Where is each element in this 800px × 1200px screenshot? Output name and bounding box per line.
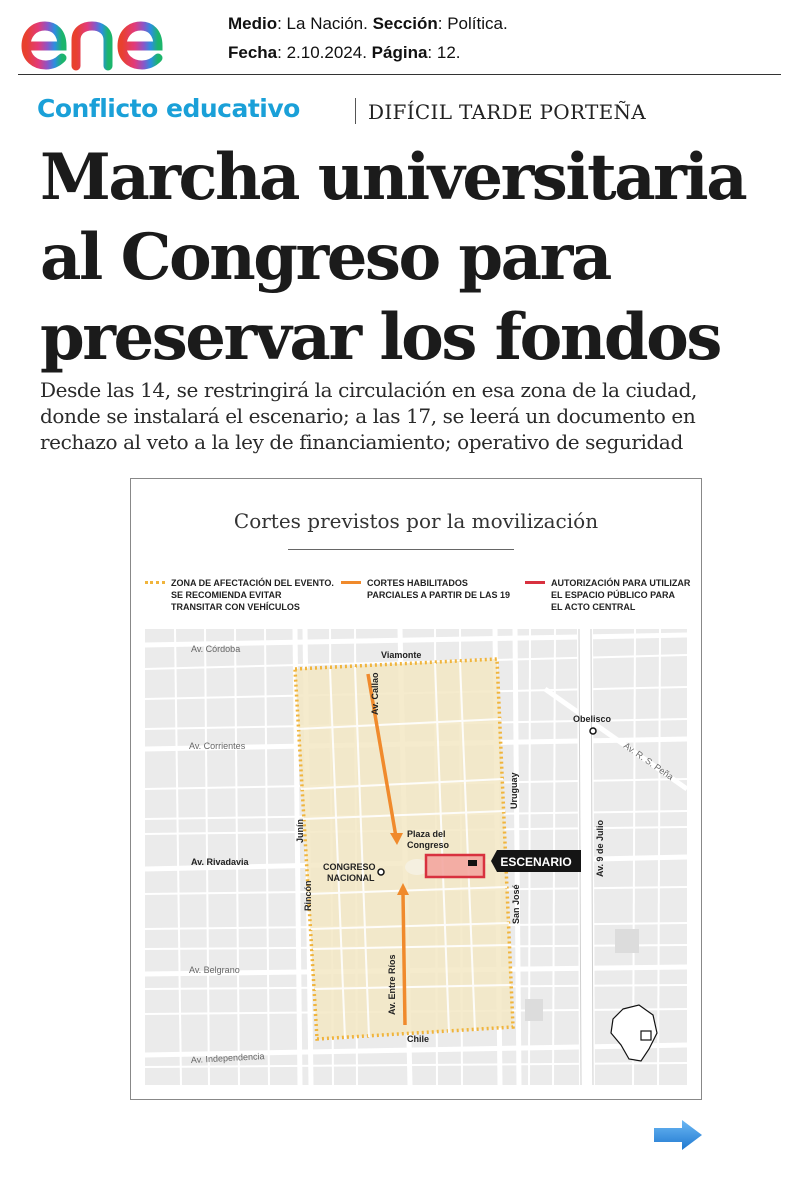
street-label-chile: Chile	[407, 1034, 430, 1044]
fecha-line	[228, 43, 461, 63]
obelisco-marker	[590, 728, 596, 734]
street-map	[145, 629, 687, 1085]
place-label-plaza-2: Congreso	[407, 840, 450, 850]
medio-value: : La Nación.	[277, 14, 373, 33]
street-label-viamonte: Viamonte	[381, 650, 422, 660]
street-label-entre-rios: Av. Entre Ríos	[387, 954, 397, 1015]
deck-line: Desde las 14, se restringirá la circulación en esa zona de la ciudad,	[40, 378, 698, 402]
street-label-rincon: Rincón	[303, 880, 313, 911]
legend-cuts-text: CORTES HABILITADOS	[367, 578, 468, 588]
congreso-marker	[378, 869, 384, 875]
park-block	[525, 999, 543, 1021]
headline-line: preservar los fondos	[40, 300, 720, 375]
pagina-label: Página	[371, 43, 428, 62]
pagina-value: : 12.	[427, 43, 461, 62]
legend-zone	[145, 577, 361, 613]
title-underline	[288, 549, 514, 550]
fecha-value: : 2.10.2024.	[277, 43, 372, 62]
section-kicker: Conflicto educativo	[37, 94, 300, 123]
section-subkicker: DIFÍCIL TARDE PORTEÑA	[368, 100, 647, 124]
kicker-divider	[355, 98, 356, 124]
legend-stage	[525, 577, 721, 613]
street-label-callao: Av. Callao	[370, 672, 380, 715]
seccion-label: Sección	[372, 14, 438, 33]
street-label-junin: Junín	[295, 819, 305, 843]
street-label-san-jose: San José	[511, 884, 521, 924]
street-label-independencia: Av. Independencia	[190, 1051, 265, 1065]
street-label-rivadavia: Av. Rivadavia	[191, 857, 249, 867]
deck-line: donde se instalará el escenario; a las 17, se leerá un documento en	[40, 404, 696, 428]
legend-stage-swatch	[525, 581, 545, 584]
deck-line: rechazo al veto a la ley de financiamiento; operativo de seguridad	[40, 430, 683, 454]
fecha-label: Fecha	[228, 43, 278, 62]
legend-zone-text: ZONA DE AFECTACIÓN DEL EVENTO.	[171, 578, 334, 588]
street-label-cordoba: Av. Córdoba	[191, 644, 241, 654]
place-label-plaza-1: Plaza del	[407, 829, 446, 839]
street-label-belgrano: Av. Belgrano	[189, 965, 240, 975]
stage-marker	[468, 860, 477, 866]
place-label-congreso-2: NACIONAL	[327, 873, 375, 883]
headline	[40, 138, 780, 378]
street-label-rs-pena: Av. R. S. Peña	[621, 740, 676, 783]
legend-zone-text: SE RECOMIENDA EVITAR	[171, 590, 282, 600]
map-infographic	[130, 478, 702, 1100]
next-arrow-icon[interactable]	[652, 1118, 704, 1152]
street-label-uruguay: Uruguay	[509, 772, 519, 809]
infographic-title: Cortes previstos por la movilización	[233, 509, 599, 533]
park-block	[615, 929, 639, 953]
deck	[40, 377, 780, 455]
headline-line: al Congreso para	[40, 220, 610, 295]
medio-label: Medio	[228, 14, 278, 33]
legend-zone-text: TRANSITAR CON VEHÍCULOS	[171, 602, 300, 612]
enel-logo	[18, 2, 198, 72]
legend-cuts	[341, 577, 547, 601]
medio-line	[228, 14, 508, 34]
legend-stage-text: EL ESPACIO PÚBLICO PARA	[551, 590, 676, 600]
legend-cuts-text: PARCIALES A PARTIR DE LAS 19	[367, 590, 511, 600]
seccion-value: : Política.	[437, 14, 508, 33]
place-label-congreso-1: CONGRESO	[323, 862, 376, 872]
place-label-obelisco: Obelisco	[573, 714, 612, 724]
headline-line: Marcha universitaria	[40, 140, 746, 215]
header-divider	[18, 74, 781, 75]
legend-stage-text: EL ACTO CENTRAL	[551, 602, 636, 612]
escenario-label: ESCENARIO	[500, 855, 572, 869]
street-label-corrientes: Av. Corrientes	[189, 741, 246, 751]
legend-cuts-swatch	[341, 581, 361, 584]
legend-stage-text: AUTORIZACIÓN PARA UTILIZAR	[551, 578, 691, 588]
street-label-9-de-julio: Av. 9 de Julio	[595, 819, 605, 877]
legend-zone-swatch	[145, 581, 165, 584]
